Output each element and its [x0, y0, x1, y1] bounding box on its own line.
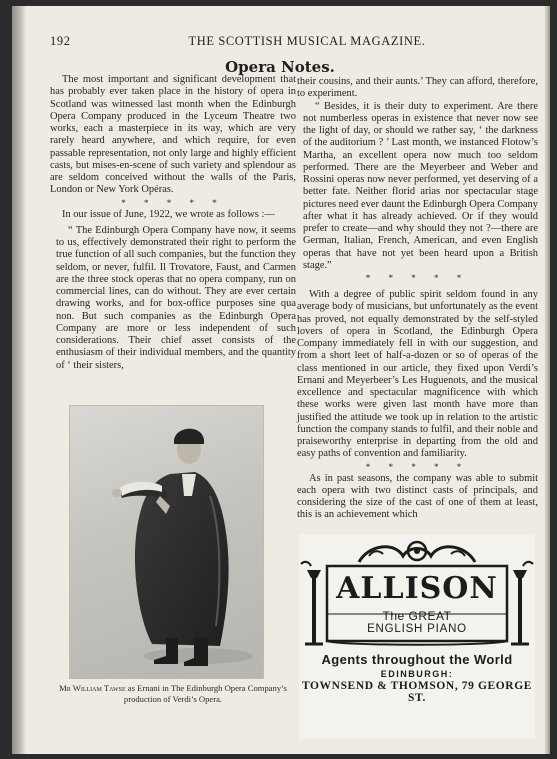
section-divider-stars: * * * * *	[121, 197, 225, 208]
public-spirit-paragraph: With a degree of public spirit seldom found in any average body of musicians, but unfortunately as the event has proved, not equally demonstrated by the self-styled lovers of opera in Scotland, the Edinburgh Opera Company immediately fell in with our suggestion, and from a short leet of half-a-dozen or so of operas of the class mentioned in our article, they fixed upon Verdi’s Ernani and Meyerbeer’s Les Huguenots, and the musical excellence and spectacular magnificence with which these works were given last month have more than justified the attitude we took up in relation to the artistic function the company stands to fulfil, and their noble and praiseworthy enterprise in departing from the old and easy paths of convention and familiarity.	[297, 289, 538, 460]
allison-piano-advertisement	[299, 534, 535, 739]
running-header	[50, 34, 536, 50]
quote-continuation: their cousins, and their aunts.’ They can afford, therefore, to experiment.	[297, 76, 538, 100]
magazine-page	[12, 6, 550, 754]
page-number: 192	[50, 34, 71, 48]
section-divider-stars-3: * * * * *	[365, 461, 470, 472]
june-1922-paragraph: In our issue of June, 1922, we wrote as follows :—	[62, 208, 275, 220]
ad-agents-block	[299, 652, 535, 704]
intro-paragraph: The most important and significant development that has probably ever taken place in the history of opera in Scotland was witnessed last month when the Edinburgh Opera Company produced in the Lyceum Theatre two works, each a masterpiece in its way, which are very rarely heard anywhere, and which require, for even passable representation, not only large and highly efficient casts, but mises-en-scene of such variety and splendour as are seldom conceived without the walls of the Paris, London or New York Opéras.	[50, 74, 296, 196]
page-edge-shadow	[544, 6, 550, 754]
binding-gutter	[12, 6, 26, 754]
ad-agents-line: Agents throughout the World	[321, 652, 513, 667]
past-seasons-paragraph: As in past seasons, the company was able to submit each opera with two distinct casts of principals, and considering the size of the cast of one of them at least, this is an achievement which	[297, 472, 538, 521]
left-column	[50, 74, 296, 372]
section-divider-stars-2: * * * * *	[365, 273, 470, 283]
photo-caption	[50, 683, 296, 704]
caption-text: as Ernani in The Edinburgh Opera Company’s production of Verdi’s Opera.	[123, 683, 287, 704]
ad-brand-name: ALLISON	[336, 571, 498, 606]
ad-firm-address: TOWNSEND & THOMSON, 79 GEORGE ST.	[301, 680, 533, 704]
magazine-title: THE SCOTTISH MUSICAL MAGAZINE.	[188, 34, 426, 48]
section-title: Opera Notes.	[225, 58, 335, 76]
portrait-photograph	[69, 405, 264, 679]
quoted-paragraph-1: “ The Edinburgh Opera Company have now, it seems to us, effectively demonstrated their right to perform the true function of all such companies, but the function they seldom, or never, fulfil. Il Trovatore, Faust, and Carmen are the three stock operas that no opera company, run on commercial lines, can do without. They are ever certain drawing works, and for box-office purposes sine qua non. But such companies as the Edinburgh Opera Company are more or less independent of such considerations. Their chief asset consists of the enthusiasm of their individual members, and the quantity of ‘ their sisters,	[56, 224, 296, 371]
right-column-bottom	[297, 289, 538, 522]
ad-product: ENGLISH PIANO	[367, 623, 467, 635]
quoted-paragraph-2: “ Besides, it is their duty to experiment. Are there not numberless operas in existence that never now see the light of day, or should we rather say, ‘ the darkness of the auditorium ? ’ Last month, we instanced Flotow’s Martha, an excellent opera now much too seldom performed. There are the Meyerbeer and Weber and Rossini operas now never performed, yet deserving of a better fate. Neither florid arias nor spectacular stage pictures need ever daunt the Edinburgh Opera Company after what it has already achieved. Or if they would prefer to create—and why should they not ?—there are German, Italian, French, American, and even English operas that have not yet been heard upon a British stage.”	[303, 100, 538, 271]
right-column-top	[297, 76, 538, 284]
singer-figure-image	[70, 406, 263, 678]
ad-city: EDINBURGH:	[380, 669, 454, 679]
caption-name: Mr William Tawse	[59, 683, 126, 693]
ad-tagline: The GREAT	[382, 609, 452, 623]
